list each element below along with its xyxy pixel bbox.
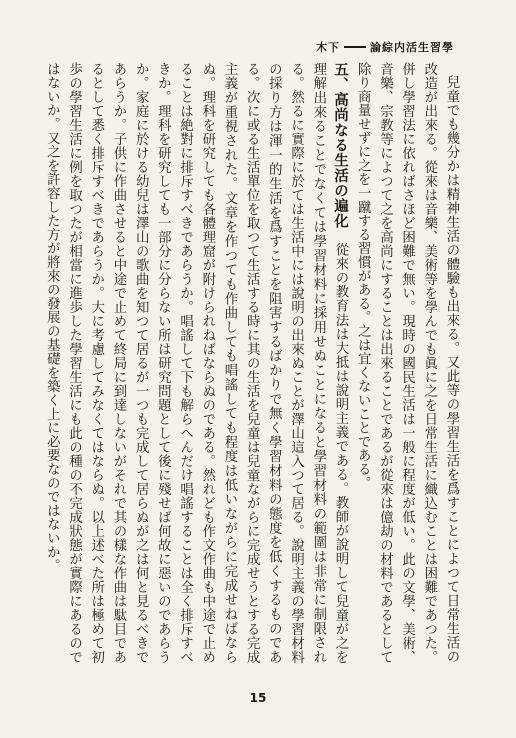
body-text [44,62,462,664]
running-header-author: 木下 [316,41,340,54]
running-header [316,40,454,54]
section-text: 從來の教育法は大抵は說明主義である。教師が說明して兒童が之を理解出來ることでなくては學習材料に採用せぬことになると學習材料の範圍は非常に制限される。然るに實際に於ては生活中には說明の出來ぬことが澤山這入つて居る。說明主義の學習材料の採り方は渾一的生活を爲すことを阻害するばかりで無く學習材料の態度を低くするものである。次に或る生活單位を取つて生活する時に其の生活を兒童は兒童ながらに完成せうとする完成主義が重視された。文章を作つても作曲しても唱謠しても程度は低いながらに完成せねばならぬ。理科を研究しても各體理窟が附けられねばならぬのである。然れども作文作曲も中途で止めることは絶對に排斥すべきであらうか。唱謠して下も解らへんだけ唱謠することは全く排斥すべきか。理科を研究しても一部分に分らない所は研究問題として後に殘せば何故に惡いのであらうか。家庭に於ける幼兒は澤山の歌曲を知つて居るが一つも完成して居らぬが之は何と見るべきであらうか。子供に作曲させると中途で止めて終局に到達しないがそれで其の樣な作曲は駄目であるとして悉く排斥すべきであらうか。大に考慮してみなくてはならぬ。以上述べた所は極めて初歩の學習生活に例を取つたが相當に進歩した學習生活にも此の種の不完成狀態が實際にあるのではないか。又之を許容した方が將來の發展の基礎を築く上に必要なのではないか。 [44,62,348,664]
header-dash [344,46,366,48]
paragraph: 兒童でも幾分かは精神生活の體驗も出來る。又此等の學習生活を爲すことによつて日常生活の改造が出來る。從來は音樂、美術等を學んでも眞に之を日常生活に織込むことは困難であつた。併し學習法に依ればさほど困難で無い。現時の國民生活は一般に程度が低い。此の文學、美術、音樂、宗教等によつて之を高尚にすることは出來ることであるが從來は億劫の材料であるとして除り商量せずに之を一蹴する習慣がある。之は宜くないことである。 [355,62,459,664]
page-number: 15 [249,691,267,705]
running-header-title: 論綜内活生習學 [370,41,454,54]
section-number: 五、 [331,62,349,93]
section-title: 高尚なる生活の遍化 [331,92,349,229]
section-heading [332,62,349,229]
